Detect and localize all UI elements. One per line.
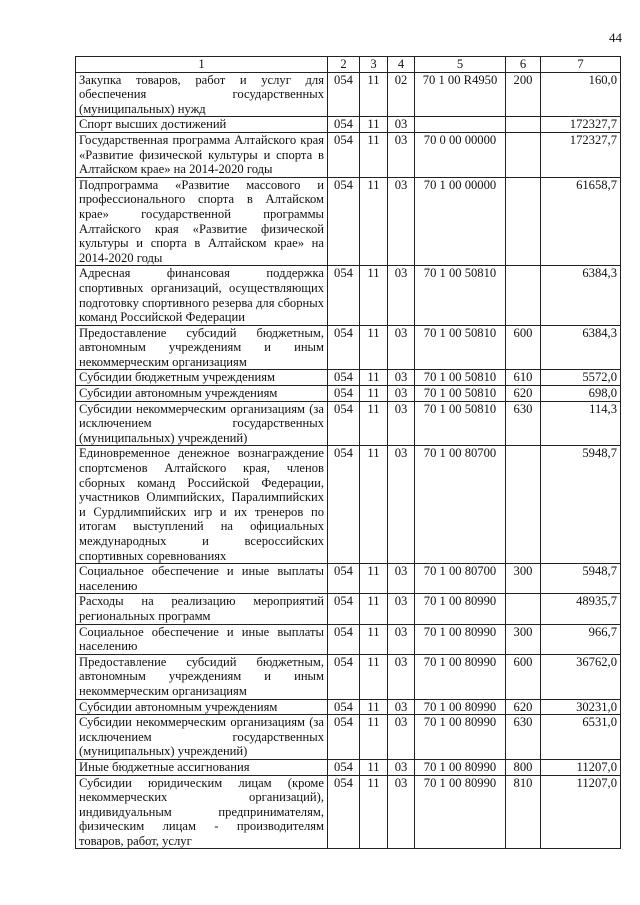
row-expense-type: 610 xyxy=(506,370,541,386)
row-section: 11 xyxy=(360,177,388,266)
row-name: Иные бюджетные ассигнования xyxy=(76,759,328,775)
row-subsection: 03 xyxy=(388,654,415,699)
row-amount: 30231,0 xyxy=(541,699,621,715)
row-expense-type xyxy=(506,266,541,325)
row-name: Спорт высших достижений xyxy=(76,117,328,133)
row-section: 11 xyxy=(360,654,388,699)
row-subsection: 03 xyxy=(388,266,415,325)
row-grbs: 054 xyxy=(328,715,360,760)
row-target-article: 70 1 00 50810 xyxy=(415,325,506,370)
row-amount: 5948,7 xyxy=(541,564,621,594)
row-section: 11 xyxy=(360,446,388,564)
row-grbs: 054 xyxy=(328,325,360,370)
row-amount: 172327,7 xyxy=(541,132,621,177)
row-subsection: 03 xyxy=(388,132,415,177)
row-target-article: 70 1 00 50810 xyxy=(415,266,506,325)
row-subsection: 02 xyxy=(388,72,415,117)
row-grbs: 054 xyxy=(328,132,360,177)
row-amount: 6384,3 xyxy=(541,266,621,325)
row-subsection: 03 xyxy=(388,699,415,715)
row-target-article: 70 1 00 80990 xyxy=(415,699,506,715)
row-target-article: 70 1 00 00000 xyxy=(415,177,506,266)
row-target-article: 70 1 00 80990 xyxy=(415,775,506,849)
row-name: Государственная программа Алтайского края «Развитие физической культуры и спорта в Алтайском крае» на 2014-2020 годы xyxy=(76,132,328,177)
table-row xyxy=(76,266,621,325)
row-grbs: 054 xyxy=(328,386,360,402)
row-name: Субсидии некоммерческим организациям (за исключением государственных (муниципальных) учреждений) xyxy=(76,401,328,446)
row-target-article: 70 1 00 80700 xyxy=(415,446,506,564)
row-section: 11 xyxy=(360,401,388,446)
row-expense-type xyxy=(506,132,541,177)
row-amount: 48935,7 xyxy=(541,594,621,624)
row-name: Социальное обеспечение и иные выплаты населению xyxy=(76,624,328,654)
table-row xyxy=(76,715,621,760)
row-target-article: 70 0 00 00000 xyxy=(415,132,506,177)
header-col-2: 2 xyxy=(328,57,360,73)
row-grbs: 054 xyxy=(328,266,360,325)
row-name: Единовременное денежное вознаграждение спортсменов Алтайского края, членов сборных команд Российской Федерации, участников Олимпийских, Паралимпийских и Сурдлимпийских игр и их тренеров по итогам выступлений на официальных международных и всероссийских спортивных соревнованиях xyxy=(76,446,328,564)
row-name: Предоставление субсидий бюджетным, автономным учреждениям и иным некоммерческим организациям xyxy=(76,654,328,699)
row-amount: 5572,0 xyxy=(541,370,621,386)
row-name: Субсидии бюджетным учреждениям xyxy=(76,370,328,386)
row-name: Субсидии автономным учреждениям xyxy=(76,699,328,715)
row-section: 11 xyxy=(360,386,388,402)
row-expense-type: 800 xyxy=(506,759,541,775)
row-grbs: 054 xyxy=(328,446,360,564)
row-section: 11 xyxy=(360,325,388,370)
row-name: Адресная финансовая поддержка спортивных организаций, осуществляющих подготовку спортивного резерва для сборных команд Российской Федерации xyxy=(76,266,328,325)
row-expense-type: 630 xyxy=(506,401,541,446)
table-row xyxy=(76,325,621,370)
row-target-article: 70 1 00 80990 xyxy=(415,594,506,624)
row-target-article: 70 1 00 50810 xyxy=(415,370,506,386)
row-grbs: 054 xyxy=(328,72,360,117)
row-amount: 172327,7 xyxy=(541,117,621,133)
row-section: 11 xyxy=(360,132,388,177)
row-section: 11 xyxy=(360,117,388,133)
header-col-3: 3 xyxy=(360,57,388,73)
row-target-article: 70 1 00 R4950 xyxy=(415,72,506,117)
row-target-article: 70 1 00 50810 xyxy=(415,386,506,402)
row-subsection: 03 xyxy=(388,370,415,386)
row-subsection: 03 xyxy=(388,401,415,446)
row-section: 11 xyxy=(360,594,388,624)
row-grbs: 054 xyxy=(328,401,360,446)
row-target-article: 70 1 00 80990 xyxy=(415,654,506,699)
table-row xyxy=(76,775,621,849)
table-row xyxy=(76,699,621,715)
header-col-4: 4 xyxy=(388,57,415,73)
table-row xyxy=(76,132,621,177)
row-name: Субсидии юридическим лицам (кроме некоммерческих организаций), индивидуальным предпринимателям, физическим лицам - производителям товаров, работ, услуг xyxy=(76,775,328,849)
row-amount: 11207,0 xyxy=(541,759,621,775)
header-col-1: 1 xyxy=(76,57,328,73)
row-expense-type: 620 xyxy=(506,699,541,715)
row-grbs: 054 xyxy=(328,177,360,266)
row-expense-type xyxy=(506,446,541,564)
row-section: 11 xyxy=(360,759,388,775)
row-section: 11 xyxy=(360,564,388,594)
row-section: 11 xyxy=(360,266,388,325)
table-row xyxy=(76,117,621,133)
table-row xyxy=(76,624,621,654)
row-expense-type: 300 xyxy=(506,564,541,594)
row-subsection: 03 xyxy=(388,177,415,266)
table-row xyxy=(76,72,621,117)
row-subsection: 03 xyxy=(388,325,415,370)
row-name: Субсидии некоммерческим организациям (за исключением государственных (муниципальных) учреждений) xyxy=(76,715,328,760)
table-row xyxy=(76,177,621,266)
row-amount: 61658,7 xyxy=(541,177,621,266)
row-section: 11 xyxy=(360,72,388,117)
row-expense-type: 630 xyxy=(506,715,541,760)
table-row xyxy=(76,654,621,699)
row-target-article: 70 1 00 80700 xyxy=(415,564,506,594)
table-row xyxy=(76,594,621,624)
row-amount: 6384,3 xyxy=(541,325,621,370)
row-amount: 114,3 xyxy=(541,401,621,446)
row-expense-type: 810 xyxy=(506,775,541,849)
row-grbs: 054 xyxy=(328,564,360,594)
row-subsection: 03 xyxy=(388,759,415,775)
row-grbs: 054 xyxy=(328,775,360,849)
table-row xyxy=(76,370,621,386)
row-name: Социальное обеспечение и иные выплаты населению xyxy=(76,564,328,594)
row-amount: 5948,7 xyxy=(541,446,621,564)
row-expense-type xyxy=(506,117,541,133)
row-amount: 698,0 xyxy=(541,386,621,402)
row-name: Закупка товаров, работ и услуг для обеспечения государственных (муниципальных) нужд xyxy=(76,72,328,117)
header-col-6: 6 xyxy=(506,57,541,73)
row-expense-type: 600 xyxy=(506,654,541,699)
row-grbs: 054 xyxy=(328,654,360,699)
table-row xyxy=(76,564,621,594)
row-section: 11 xyxy=(360,715,388,760)
row-grbs: 054 xyxy=(328,594,360,624)
row-grbs: 054 xyxy=(328,759,360,775)
row-section: 11 xyxy=(360,699,388,715)
row-target-article xyxy=(415,117,506,133)
row-target-article: 70 1 00 50810 xyxy=(415,401,506,446)
row-section: 11 xyxy=(360,775,388,849)
table-row xyxy=(76,759,621,775)
row-expense-type: 620 xyxy=(506,386,541,402)
row-target-article: 70 1 00 80990 xyxy=(415,759,506,775)
row-amount: 966,7 xyxy=(541,624,621,654)
row-name: Расходы на реализацию мероприятий региональных программ xyxy=(76,594,328,624)
row-expense-type xyxy=(506,177,541,266)
row-subsection: 03 xyxy=(388,775,415,849)
row-amount: 11207,0 xyxy=(541,775,621,849)
row-amount: 160,0 xyxy=(541,72,621,117)
row-amount: 36762,0 xyxy=(541,654,621,699)
row-subsection: 03 xyxy=(388,715,415,760)
row-grbs: 054 xyxy=(328,699,360,715)
row-expense-type: 600 xyxy=(506,325,541,370)
row-expense-type xyxy=(506,594,541,624)
row-subsection: 03 xyxy=(388,386,415,402)
row-name: Подпрограмма «Развитие массового и профессионального спорта в Алтайском крае» государственной программы Алтайского края «Развитие физической культуры и спорта в Алтайском крае» на 2014-2020 годы xyxy=(76,177,328,266)
row-section: 11 xyxy=(360,624,388,654)
table-row xyxy=(76,401,621,446)
row-expense-type: 200 xyxy=(506,72,541,117)
row-amount: 6531,0 xyxy=(541,715,621,760)
row-subsection: 03 xyxy=(388,564,415,594)
row-grbs: 054 xyxy=(328,624,360,654)
row-target-article: 70 1 00 80990 xyxy=(415,715,506,760)
table-row xyxy=(76,386,621,402)
row-grbs: 054 xyxy=(328,117,360,133)
row-name: Субсидии автономным учреждениям xyxy=(76,386,328,402)
row-name: Предоставление субсидий бюджетным, автономным учреждениям и иным некоммерческим организациям xyxy=(76,325,328,370)
row-subsection: 03 xyxy=(388,446,415,564)
table-header-row xyxy=(76,57,621,73)
header-col-5: 5 xyxy=(415,57,506,73)
row-expense-type: 300 xyxy=(506,624,541,654)
table-row xyxy=(76,446,621,564)
row-subsection: 03 xyxy=(388,624,415,654)
page-number: 44 xyxy=(609,30,622,45)
row-grbs: 054 xyxy=(328,370,360,386)
row-subsection: 03 xyxy=(388,117,415,133)
budget-table xyxy=(75,56,621,849)
header-col-7: 7 xyxy=(541,57,621,73)
row-subsection: 03 xyxy=(388,594,415,624)
row-section: 11 xyxy=(360,370,388,386)
row-target-article: 70 1 00 80990 xyxy=(415,624,506,654)
